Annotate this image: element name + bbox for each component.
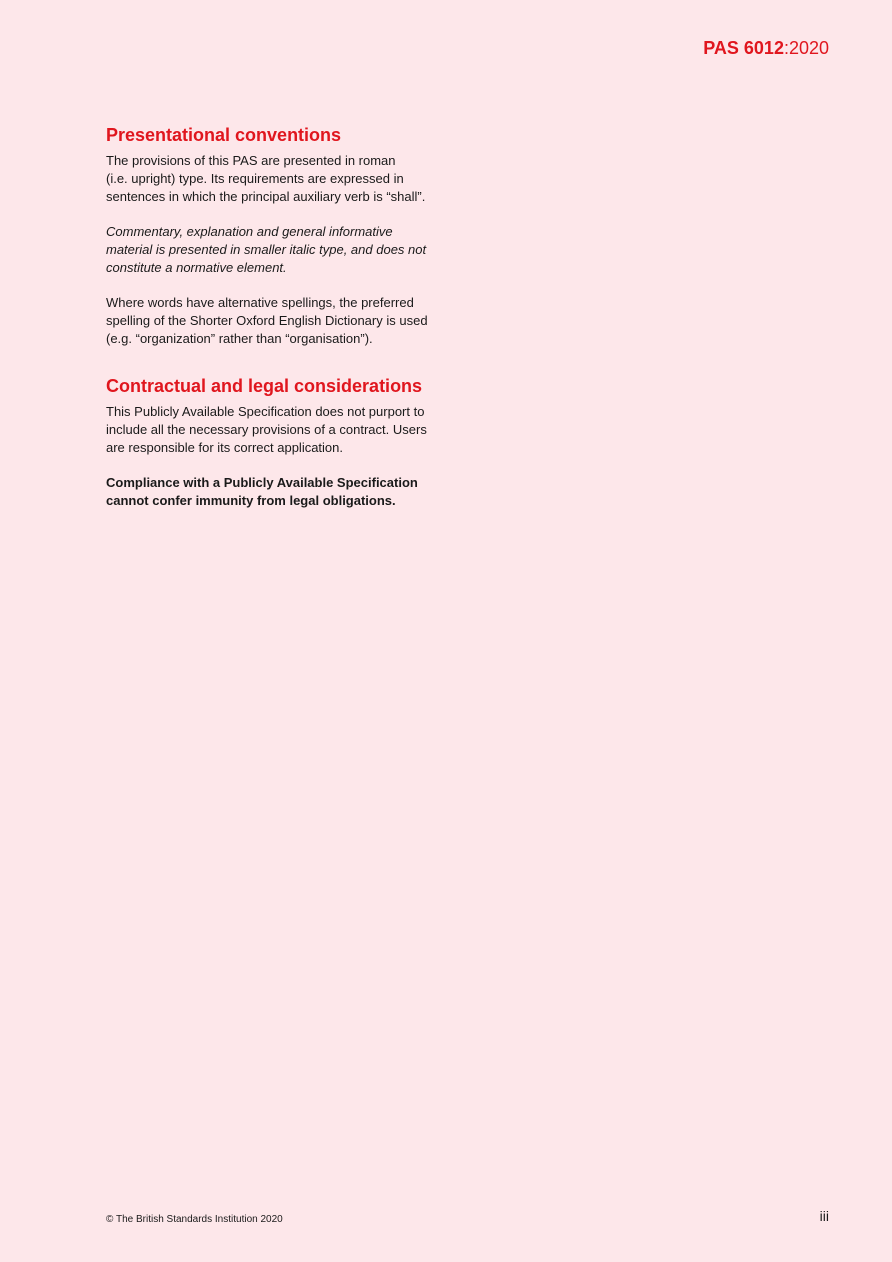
document-reference bbox=[703, 38, 829, 59]
section-contractual-legal bbox=[106, 375, 471, 510]
section-heading: Presentational conventions bbox=[106, 125, 342, 145]
section-heading: Contractual and legal considerations bbox=[106, 376, 423, 396]
paragraph-commentary: Commentary, explanation and general informative material is presented in smaller italic type, and does not constitute a normative element. bbox=[106, 224, 427, 275]
page-number: iii bbox=[819, 1208, 829, 1224]
document-year: :2020 bbox=[783, 38, 829, 58]
main-content bbox=[106, 124, 471, 527]
document-code: PAS 6012 bbox=[703, 38, 784, 58]
section-presentational-conventions bbox=[106, 124, 471, 348]
paragraph-contract-provisions: This Publicly Available Specification does not purport to include all the necessary provisions of a contract. Users are responsible for its correct application. bbox=[106, 404, 427, 455]
footer-copyright: © The British Standards Institution 2020 bbox=[106, 1214, 283, 1225]
paragraph-roman-type: The provisions of this PAS are presented in roman (i.e. upright) type. Its requirements are expressed in sentences in which the principal auxiliary verb is “shall”. bbox=[106, 153, 426, 204]
paragraph-compliance-notice: Compliance with a Publicly Available Specification cannot confer immunity from legal obligations. bbox=[106, 475, 418, 508]
paragraph-spellings: Where words have alternative spellings, the preferred spelling of the Shorter Oxford English Dictionary is used (e.g. “organization” rather than “organisation”). bbox=[106, 295, 428, 346]
